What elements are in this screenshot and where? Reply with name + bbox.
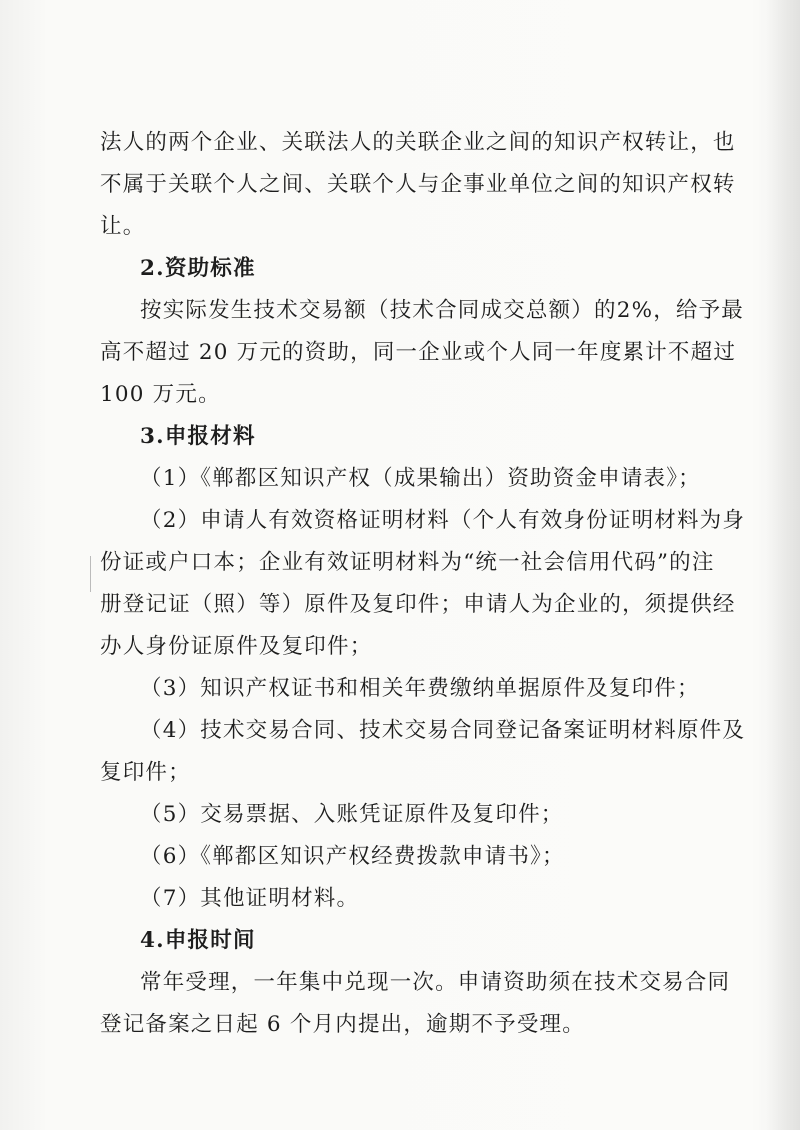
text-line: 让。 <box>100 214 146 239</box>
text-line: 法人的两个企业、关联法人的关联企业之间的知识产权转让，也 <box>100 130 736 155</box>
margin-mark <box>90 556 91 592</box>
list-item: （7）其他证明材料。 <box>140 886 360 911</box>
list-item: （5）交易票据、入账凭证原件及复印件； <box>140 802 564 827</box>
text-line: 不属于关联个人之间、关联个人与企事业单位之间的知识产权转 <box>100 172 736 197</box>
list-item: （3）知识产权证书和相关年费缴纳单据原件及复印件； <box>140 676 700 701</box>
text-line: 份证或户口本；企业有效证明材料为“统一社会信用代码”的注 <box>100 550 715 575</box>
page-edge-shadow <box>766 0 800 1130</box>
section-heading: 3.申报材料 <box>140 424 256 449</box>
text-line: 常年受理，一年集中兑现一次。申请资助须在技术交易合同 <box>140 970 731 995</box>
text-line: 办人身份证原件及复印件； <box>100 634 373 659</box>
list-item: （2）申请人有效资格证明材料（个人有效身份证明材料为身 <box>140 508 746 533</box>
section-heading: 2.资助标准 <box>140 256 256 281</box>
text-line: 100 万元。 <box>100 382 221 407</box>
text-line: 登记备案之日起 6 个月内提出，逾期不予受理。 <box>100 1012 585 1037</box>
list-item: （1）《郸都区知识产权（成果输出）资助资金申请表》； <box>140 466 701 491</box>
text-line: 高不超过 20 万元的资助，同一企业或个人同一年度累计不超过 <box>100 340 737 365</box>
text-line: 按实际发生技术交易额（技术合同成交总额）的2%，给予最 <box>140 298 745 323</box>
text-line: 复印件； <box>100 760 191 785</box>
section-heading: 4.申报时间 <box>140 928 256 953</box>
text-line: 册登记证（照）等）原件及复印件；申请人为企业的，须提供经 <box>100 592 736 617</box>
list-item: （4）技术交易合同、技术交易合同登记备案证明材料原件及 <box>140 718 746 743</box>
list-item: （6）《郸都区知识产权经费拨款申请书》； <box>140 844 565 869</box>
